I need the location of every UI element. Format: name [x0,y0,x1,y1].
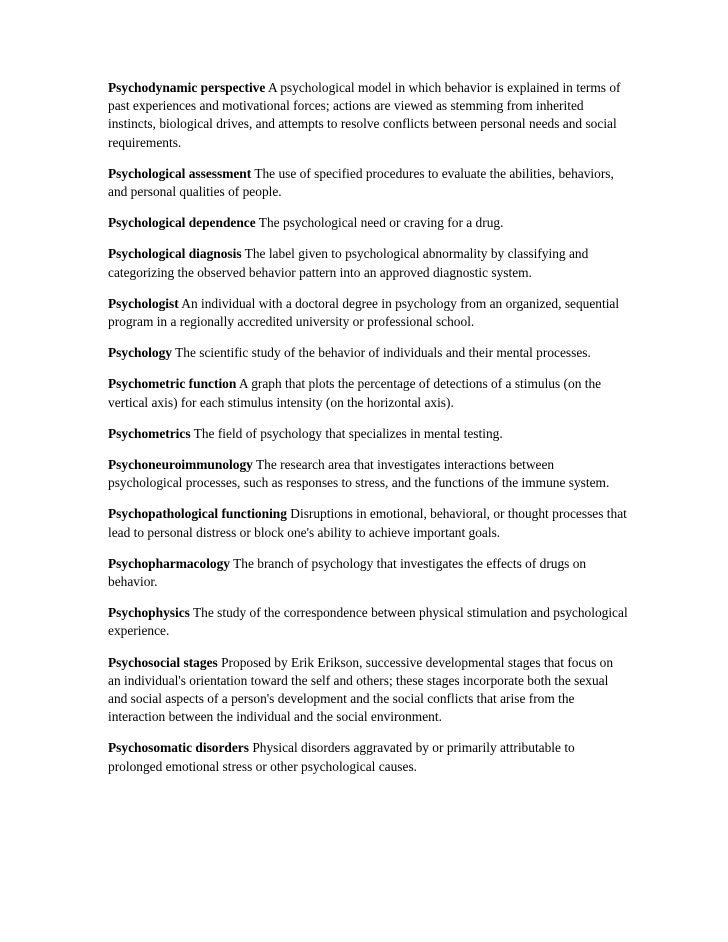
glossary-page [108,79,628,789]
glossary-term: Psychological dependence [108,215,256,231]
glossary-entry [108,245,628,281]
glossary-term: Psychosocial stages [108,654,218,670]
glossary-definition: Proposed by Erik Erikson, successive developmental stages that focus on an individual's orientation toward the self and others; these stages incorporate both the sexual and social aspects of a person's development and the social conflicts that arise from the interaction between the individual and the social environment. [108,654,614,725]
glossary-entry [108,555,628,591]
glossary-term: Psychopharmacology [108,555,230,571]
glossary-entry [108,456,628,492]
glossary-entry [108,375,628,411]
glossary-definition: A graph that plots the percentage of detections of a stimulus (on the vertical axis) for each stimulus intensity (on the horizontal axis). [108,376,602,410]
glossary-entry [108,214,628,232]
glossary-term: Psychology [108,345,172,361]
glossary-term: Psychologist [108,295,179,311]
glossary-term: Psychological diagnosis [108,246,242,262]
glossary-entry [108,739,628,775]
glossary-entry [108,165,628,201]
glossary-entry [108,604,628,640]
glossary-entry [108,425,628,443]
glossary-definition: The use of specified procedures to evaluate the abilities, behaviors, and personal qualities of people. [108,165,614,200]
glossary-definition: The scientific study of the behavior of individuals and their mental processes. [175,345,591,361]
glossary-definition: The psychological need or craving for a drug. [258,215,504,231]
glossary-entry [108,344,628,362]
glossary-term: Psychopathological functioning [108,506,287,522]
glossary-term: Psychometric function [108,376,237,392]
glossary-definition: Physical disorders aggravated by or primarily attributable to prolonged emotional stress or other psychological causes. [108,740,575,774]
glossary-definition: An individual with a doctoral degree in psychology from an organized, sequential program in a regionally accredited university or professional school. [108,295,620,330]
glossary-term: Psychosomatic disorders [108,740,249,756]
glossary-term: Psychometrics [108,425,191,441]
glossary-term: Psychoneuroimmunology [108,457,253,473]
glossary-term: Psychodynamic perspective [108,80,266,95]
glossary-entry [108,654,628,727]
glossary-entry [108,505,628,541]
glossary-definition: The field of psychology that specializes in mental testing. [193,425,503,441]
glossary-definition: Disruptions in emotional, behavioral, or thought processes that lead to personal distress or block one's ability to achieve important goals. [108,506,627,540]
glossary-term: Psychological assessment [108,165,252,181]
glossary-entry [108,79,628,152]
glossary-definition: The research area that investigates interactions between psychological processes, such as responses to stress, and the functions of the immune system. [108,457,610,491]
glossary-definition: The study of the correspondence between physical stimulation and psychological experience. [108,605,628,639]
glossary-entry [108,295,628,331]
glossary-definition: A psychological model in which behavior is explained in terms of past experiences and motivational forces; actions are viewed as stemming from inherited instincts, biological drives, and attempts to resolve conflicts between personal needs and social requirements. [108,80,621,150]
glossary-definition: The label given to psychological abnormality by classifying and categorizing the observed behavior pattern into an approved diagnostic system. [108,246,589,280]
glossary-term: Psychophysics [108,605,190,621]
glossary-definition: The branch of psychology that investigates the effects of drugs on behavior. [108,555,587,590]
